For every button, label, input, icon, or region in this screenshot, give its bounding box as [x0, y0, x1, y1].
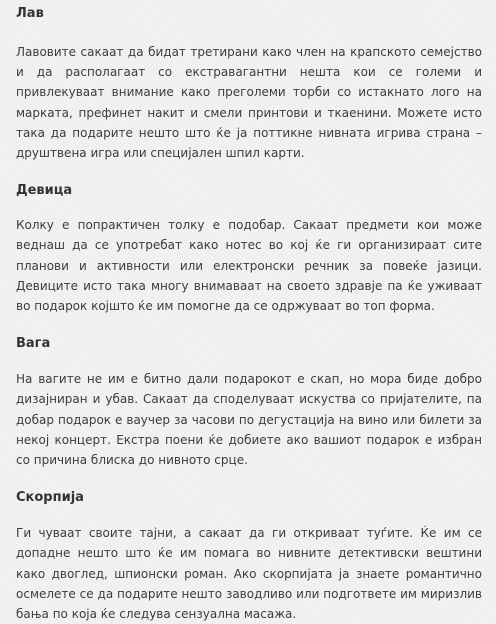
section-paragraph: На вагите не им е битно дали подарокот е скап, но мора биде добро дизајниран и убав. Сакаат да споделуваат искуства со пријателите, па добар подарок е ваучер за часови по дегустација на вино или билети за некој концерт. Екстра поени ќе добиете ако вашиот подарок е избран со причина блиска до нивното срце. [16, 372, 482, 468]
section-libra [16, 329, 482, 470]
section-virgo [16, 176, 482, 316]
section-heading: Вага [16, 336, 51, 352]
section-heading: Девица [16, 183, 73, 199]
section-leo [16, 0, 482, 163]
section-heading: Лав [16, 6, 44, 21]
section-heading: Скорпија [16, 490, 84, 506]
section-scorpio [16, 483, 482, 624]
section-paragraph: Ги чуваат своите тајни, а сакаат да ги откриваат туѓите. Ќе им се допадне нешто што ќе им помага во нивните детективски вештини како двоглед, шпионски роман. Ако скорпијата ја знаете романтично осмелете се да подарите нешто заводливо или подгответе им миризлив бања по која ќе следува сензуална масажа. [16, 526, 482, 622]
section-paragraph: Лавовите сакаат да бидат третирани како член на крапското семејство и да располагаат со екстравагантни нешта кои се големи и привлекуваат внимание како преголеми торби со истакнато лого на марката, префинет накит и смели принтови и ткаенини. Можете исто така да подарите нешто што ќе ја поттикне нивната игрива страна – друштвена игра или специјален шпил карти. [16, 45, 482, 161]
section-paragraph: Колку е попрактичен толку е подобар. Сакаат предмети кои може веднаш да се употребат како нотес во кој ќе ги организираат сите планови и активности или електронски речник за повеќе јазици. Девиците исто така многу внимаваат на своето здравје па ќе уживаат во подарок којшто ќе им помогне да се одржуваат во топ форма. [16, 218, 482, 314]
